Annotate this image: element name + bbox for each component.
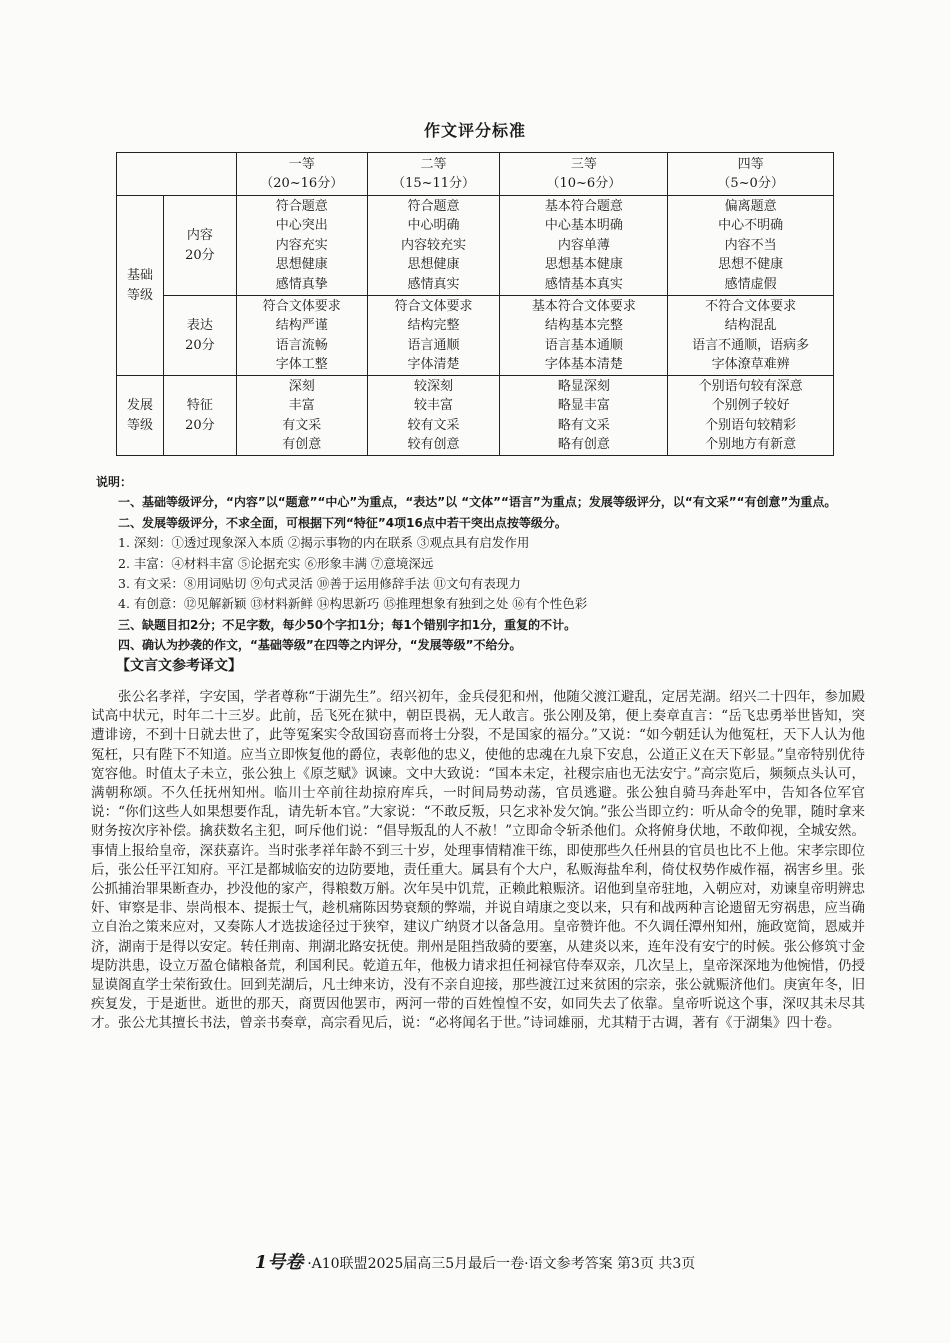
cell-line: 偏离题意 bbox=[724, 198, 777, 214]
note-sub-1: 1. 深刻：①透过现象深入本质 ②揭示事物的内在联系 ③观点具有启发作用 bbox=[118, 535, 530, 551]
cell-line: 等级 bbox=[126, 417, 153, 433]
cell-line: 个别例子较好 bbox=[711, 398, 790, 413]
cell-line: 不符合文体要求 bbox=[705, 298, 797, 314]
criterion-content bbox=[163, 196, 236, 296]
page-title: 作文评分标准 bbox=[423, 121, 526, 140]
cell-line: 结构严谨 bbox=[275, 318, 328, 333]
table-cell bbox=[668, 296, 834, 376]
cell-line: 语言流畅 bbox=[275, 337, 328, 353]
cell-line: 感情真实 bbox=[407, 276, 460, 292]
table-cell bbox=[236, 376, 367, 456]
cell-line: 较有创意 bbox=[407, 437, 460, 452]
cell-line: 符合文体要求 bbox=[394, 298, 473, 314]
brand-logo: 1号卷 bbox=[254, 1252, 304, 1273]
table-cell bbox=[500, 296, 668, 376]
cell-line: 字体工整 bbox=[275, 357, 328, 372]
table-cell bbox=[236, 296, 367, 376]
cell-line: 20分 bbox=[185, 337, 215, 353]
cell-line: 个别语句较有深意 bbox=[698, 378, 803, 394]
table-cell bbox=[236, 196, 367, 296]
table-cell bbox=[500, 196, 668, 296]
criterion-feature bbox=[163, 376, 236, 456]
table-row-expression bbox=[117, 296, 834, 376]
criterion-expression bbox=[163, 296, 236, 376]
table-cell bbox=[367, 296, 500, 376]
cell-line: 符合题意 bbox=[407, 198, 460, 214]
cell-line: 较有文采 bbox=[407, 417, 460, 433]
cell-line: 结构基本完整 bbox=[544, 318, 623, 333]
cell-line: 思想健康 bbox=[407, 257, 460, 273]
cell-line: 等级 bbox=[126, 287, 153, 303]
cell-line: 感情基本真实 bbox=[544, 276, 623, 292]
cell-line: 符合文体要求 bbox=[262, 298, 341, 314]
level-basic bbox=[117, 196, 164, 376]
cell-line: 基础 bbox=[126, 268, 153, 283]
cell-line: 思想基本健康 bbox=[544, 257, 623, 273]
level-develop bbox=[117, 376, 164, 456]
footer-text: ·A10联盟2025届高三5月最后一卷·语文参考答案 第3页 共3页 bbox=[307, 1256, 696, 1272]
cell-line: 字体基本清楚 bbox=[544, 357, 623, 372]
cell-line: 有文采 bbox=[282, 417, 322, 433]
cell-line: 略有文采 bbox=[557, 417, 610, 433]
cell-line: 20分 bbox=[185, 417, 215, 433]
table-cell bbox=[668, 196, 834, 296]
table-row-feature bbox=[117, 376, 834, 456]
cell-line: 发展 bbox=[126, 398, 153, 413]
note-item-1: 一、基础等级评分，“内容”以“题意”“中心”为重点，“表达”以 “文体”“语言”为重点；发展等级评分，以“有文采”“有创意”为重点。 bbox=[118, 495, 837, 510]
table-cell bbox=[668, 376, 834, 456]
grade-header: 三等 （10~6分） bbox=[500, 153, 668, 196]
cell-line: 内容单薄 bbox=[557, 237, 610, 253]
note-item-4: 四、确认为抄袭的作文，“基础等级”在四等之内评分，“发展等级”不给分。 bbox=[118, 638, 522, 653]
note-sub-4: 4. 有创意：⑫见解新颖 ⑬材料新鲜 ⑭构思新巧 ⑮推理想象有独到之处 ⑯有个性色彩 bbox=[118, 596, 588, 612]
scoring-notes bbox=[96, 472, 866, 676]
cell-line: 略显丰富 bbox=[557, 398, 610, 413]
grade-header: 四等 （5~0分） bbox=[668, 153, 834, 196]
translation-text: 张公名孝祥，字安国，学者尊称“于湖先生”。绍兴初年，金兵侵犯和州，他随父渡江避乱，定居芜湖。绍兴二十四年，参加殿试高中状元，时年二十三岁。此前，岳飞死在狱中，朝臣畏祸，无人敢言。张公刚及第，便上奏章直言：“岳飞忠勇举世皆知，突遭诽谤，不到十日就去世了，此等冤案实令敌国窃喜而将士分裂，不是国家的福分。”又说：“如今朝廷认为他冤枉，天下人认为他冤枉，只有陛下不知道。应当立即恢复他的爵位，表彰他的忠义，使他的忠魂在九泉下安息，公道正义在天下彰显。”皇帝特别优待宽容他。时值太子未立，张公独上《原芝赋》讽谏。文中大致说：“国本未定，社稷宗庙也无法安宁。”高宗览后，频频点头认可，满朝称颂。不久任抚州知州。临川士卒前往劫掠府库兵，一时间局势动荡，官员逃避。张公独自骑马奔赴军中，告知各位军官说：“你们这些人如果想要作乱，请先斩本官。”大家说：“不敢反叛，只乞求补发欠饷。”张公当即立约：听从命令的免罪，随时拿来财务按次序补偿。擒获数名主犯，呵斥他们说：“倡导叛乱的人不赦！”立即命令斩杀他们。众将俯身伏地，不敢仰视，全城安然。事情上报给皇帝，深获嘉许。当时张孝祥年龄不到三十岁，处理事情精准干练，即使那些久任州县的官员也比不上他。宋孝宗即位后，张公任平江知府。平江是都城临安的边防要地，责任重大。属县有个大户，私贩海盐牟利，倚仗权势作威作福，祸害乡里。张公抓捕治罪果断查办，抄没他的家产，得粮数万斛。次年吴中饥荒，正赖此粮赈济。诏他到皇帝驻地，入朝应对，劝谏皇帝明辨忠奸、审察是非、崇尚根本、提振士气，趁机痛陈因势衰颓的弊端，并说自靖康之变以来，只有和战两种言论遗留无穷祸患，应当确立自治之策来应对，又奏陈人才选拔途径过于狭窄，建议广纳贤才以备急用。皇帝赞许他。不久调任潭州知州，施政宽简，恩威并济，湖南于是得以安定。转任荆南、荆湖北路安抚使。荆州是阻挡敌骑的要塞，从建炎以来，连年没有安宁的时候。张公修筑寸金堤防洪患，设立万盈仓储粮备荒，利国利民。乾道五年，他极力请求担任祠禄官侍奉双亲，几次呈上，皇帝深深地为他惋惜，仍授显谟阁直学士荣衔致仕。回到芜湖后，凡士绅来访，没有不亲自迎接，那些渡江过来贫困的宗亲，张公就赈济他们。庚寅年冬，旧疾复发，于是逝世。逝世的那天，商贾因他罢市，两河一带的百姓惶惶不安，如同失去了依靠。皇帝听说这个事，深叹其未尽其才。张公尤其擅长书法，曾亲书奏章，高宗看见后，说：“必将闻名于世。”诗词雄丽，尤其精于古调，著有《于湖集》四十卷。 bbox=[91, 689, 865, 1032]
cell-line: 思想健康 bbox=[275, 257, 328, 273]
page-footer bbox=[0, 1248, 950, 1274]
cell-line: 基本符合文体要求 bbox=[531, 298, 636, 314]
cell-line: 字体清楚 bbox=[407, 357, 460, 372]
cell-line: 略显深刻 bbox=[557, 378, 610, 394]
note-item-2: 二、发展等级评分，不求全面，可根据下列“特征”4项16点中若干突出点按等级分。 bbox=[118, 515, 567, 530]
cell-line: 20分 bbox=[185, 247, 215, 263]
grading-table bbox=[116, 152, 834, 456]
cell-line: 个别语句较精彩 bbox=[705, 417, 797, 433]
cell-line: 深刻 bbox=[288, 378, 315, 394]
cell-line: 语言不通顺，语病多 bbox=[692, 337, 810, 353]
table-cell bbox=[367, 376, 500, 456]
cell-line: 较深刻 bbox=[414, 378, 454, 394]
cell-line: 语言基本通顺 bbox=[544, 337, 623, 353]
cell-line: 思想不健康 bbox=[718, 257, 784, 273]
section-heading: 【文言文参考译文】 bbox=[116, 657, 242, 674]
cell-line: 感情虚假 bbox=[724, 276, 777, 292]
note-item-3: 三、缺题目扣2分；不足字数，每少50个字扣1分；每1个错别字扣1分，重复的不计。 bbox=[118, 617, 577, 632]
table-header-row bbox=[117, 153, 834, 196]
cell-line: 中心突出 bbox=[275, 218, 328, 234]
cell-line: 中心基本明确 bbox=[544, 218, 623, 234]
cell-line: 结构混乱 bbox=[724, 318, 777, 333]
grade-header: 二等 （15~11分） bbox=[367, 153, 500, 196]
cell-line: 结构完整 bbox=[407, 318, 460, 333]
cell-line: 中心明确 bbox=[407, 218, 460, 234]
table-cell bbox=[367, 196, 500, 296]
cell-line: 基本符合题意 bbox=[544, 198, 623, 214]
cell-line: 内容不当 bbox=[724, 237, 777, 253]
cell-line: 内容 bbox=[186, 228, 213, 243]
cell-line: 略有创意 bbox=[557, 437, 610, 452]
note-sub-2: 2. 丰富：④材料丰富 ⑤论据充实 ⑥形象丰满 ⑦意境深远 bbox=[118, 555, 434, 571]
grade-header: 一等 （20~16分） bbox=[236, 153, 367, 196]
table-row-content bbox=[117, 196, 834, 296]
table-cell bbox=[500, 376, 668, 456]
cell-line: 较丰富 bbox=[414, 398, 454, 413]
cell-line: 特征 bbox=[186, 398, 213, 413]
cell-line: 内容充实 bbox=[275, 237, 328, 253]
corner-cell bbox=[117, 153, 237, 196]
cell-line: 字体潦草难辨 bbox=[711, 357, 790, 372]
cell-line: 有创意 bbox=[282, 437, 322, 452]
note-sub-3: 3. 有文采：⑧用词贴切 ⑨句式灵活 ⑩善于运用修辞手法 ⑪文句有表现力 bbox=[118, 576, 521, 592]
cell-line: 语言通顺 bbox=[407, 337, 460, 353]
cell-line: 个别地方有新意 bbox=[705, 437, 797, 452]
cell-line: 表达 bbox=[186, 318, 213, 333]
cell-line: 感情真挚 bbox=[275, 276, 328, 292]
notes-heading: 说明： bbox=[96, 475, 133, 489]
cell-line: 中心不明确 bbox=[718, 218, 784, 234]
cell-line: 内容较充实 bbox=[401, 237, 467, 253]
cell-line: 符合题意 bbox=[275, 198, 328, 214]
cell-line: 丰富 bbox=[288, 398, 315, 413]
